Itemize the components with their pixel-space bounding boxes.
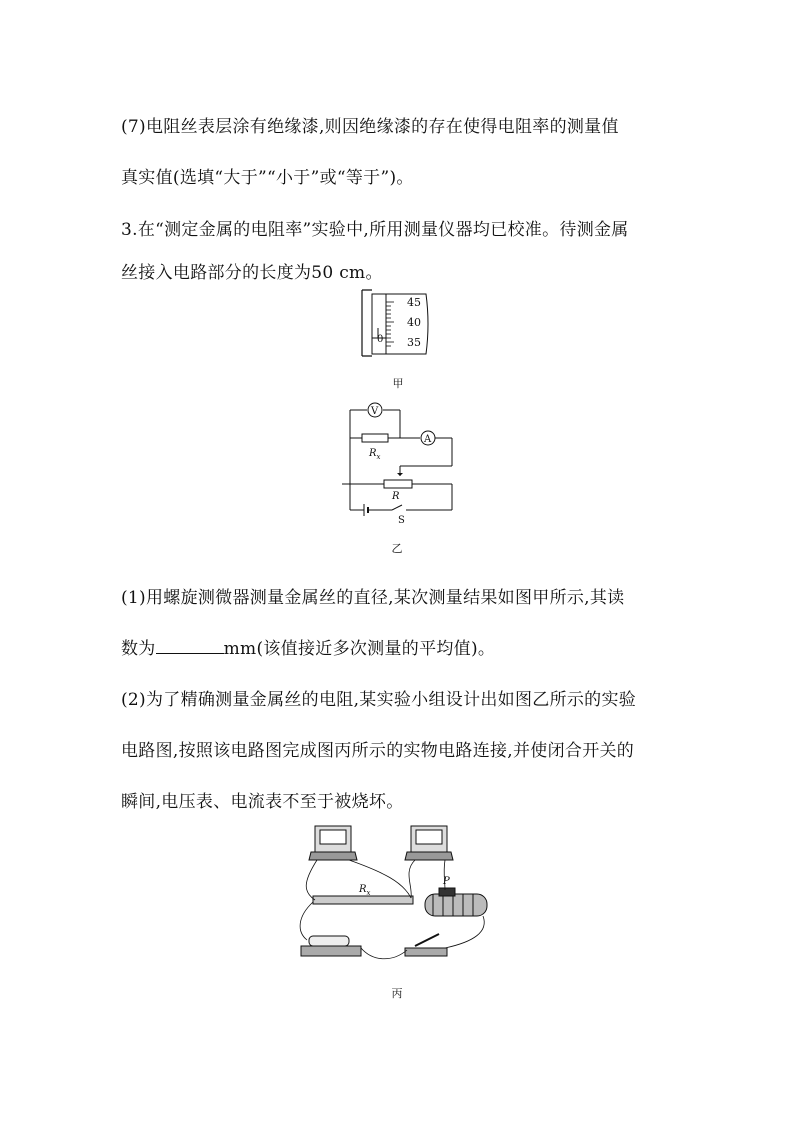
slider-label: P bbox=[443, 876, 450, 887]
ammeter-label: A bbox=[424, 434, 432, 445]
rx-subscript: x bbox=[376, 453, 381, 461]
rx-letter: R bbox=[369, 448, 377, 459]
figure-caption-bing: 丙 bbox=[391, 987, 403, 1000]
part2-line-1: (2)为了精确测量金属丝的电阻,某实验小组设计出如图乙所示的实验 bbox=[121, 690, 637, 710]
rheostat-coil bbox=[425, 894, 487, 916]
switch-base bbox=[405, 948, 447, 956]
part2-line-2: 电路图,按照该电路图完成图丙所示的实物电路连接,并使闭合开关的 bbox=[121, 741, 635, 761]
figure-caption-yi: 乙 bbox=[391, 542, 403, 555]
voltmeter-label: V bbox=[371, 406, 379, 417]
micrometer-tick-40: 40 bbox=[407, 316, 421, 329]
answer-blank bbox=[156, 637, 224, 654]
q3-line-1: 3.在“测定金属的电阻率”实验中,所用测量仪器均已校准。待测金属 bbox=[121, 220, 629, 240]
q7-line-2: 真实值(选填“大于”“小于”或“等于”)。 bbox=[121, 168, 414, 188]
physical-rx-label bbox=[358, 884, 371, 897]
circuit-diagram bbox=[340, 400, 460, 530]
micrometer-tick-45: 45 bbox=[407, 296, 421, 309]
q3-line-2: 丝接入电路部分的长度为50 cm。 bbox=[121, 263, 383, 283]
micrometer-zero: 0 bbox=[377, 334, 384, 345]
physical-circuit-figure bbox=[293, 822, 503, 972]
rheostat-label: R bbox=[392, 491, 400, 502]
physical-rx-letter: R bbox=[359, 884, 367, 895]
switch-label: S bbox=[398, 515, 405, 526]
part1-line-2 bbox=[121, 634, 495, 659]
resistance-wire-board bbox=[313, 896, 413, 904]
micrometer-tick-35: 35 bbox=[407, 336, 421, 349]
micrometer-figure bbox=[360, 288, 440, 360]
figure-caption-jia: 甲 bbox=[392, 377, 404, 390]
q7-line-1: (7)电阻丝表层涂有绝缘漆,则因绝缘漆的存在使得电阻率的测量值 bbox=[121, 117, 619, 137]
battery-box bbox=[301, 946, 361, 956]
part2-line-3: 瞬间,电压表、电流表不至于被烧坏。 bbox=[121, 792, 404, 812]
rx-label bbox=[368, 448, 381, 461]
part1-line-1: (1)用螺旋测微器测量金属丝的直径,某次测量结果如图甲所示,其读 bbox=[121, 588, 625, 608]
part1-suffix: mm(该值接近多次测量的平均值)。 bbox=[223, 639, 496, 659]
part1-prefix: 数为 bbox=[121, 639, 156, 659]
physical-rx-subscript: x bbox=[366, 889, 371, 897]
